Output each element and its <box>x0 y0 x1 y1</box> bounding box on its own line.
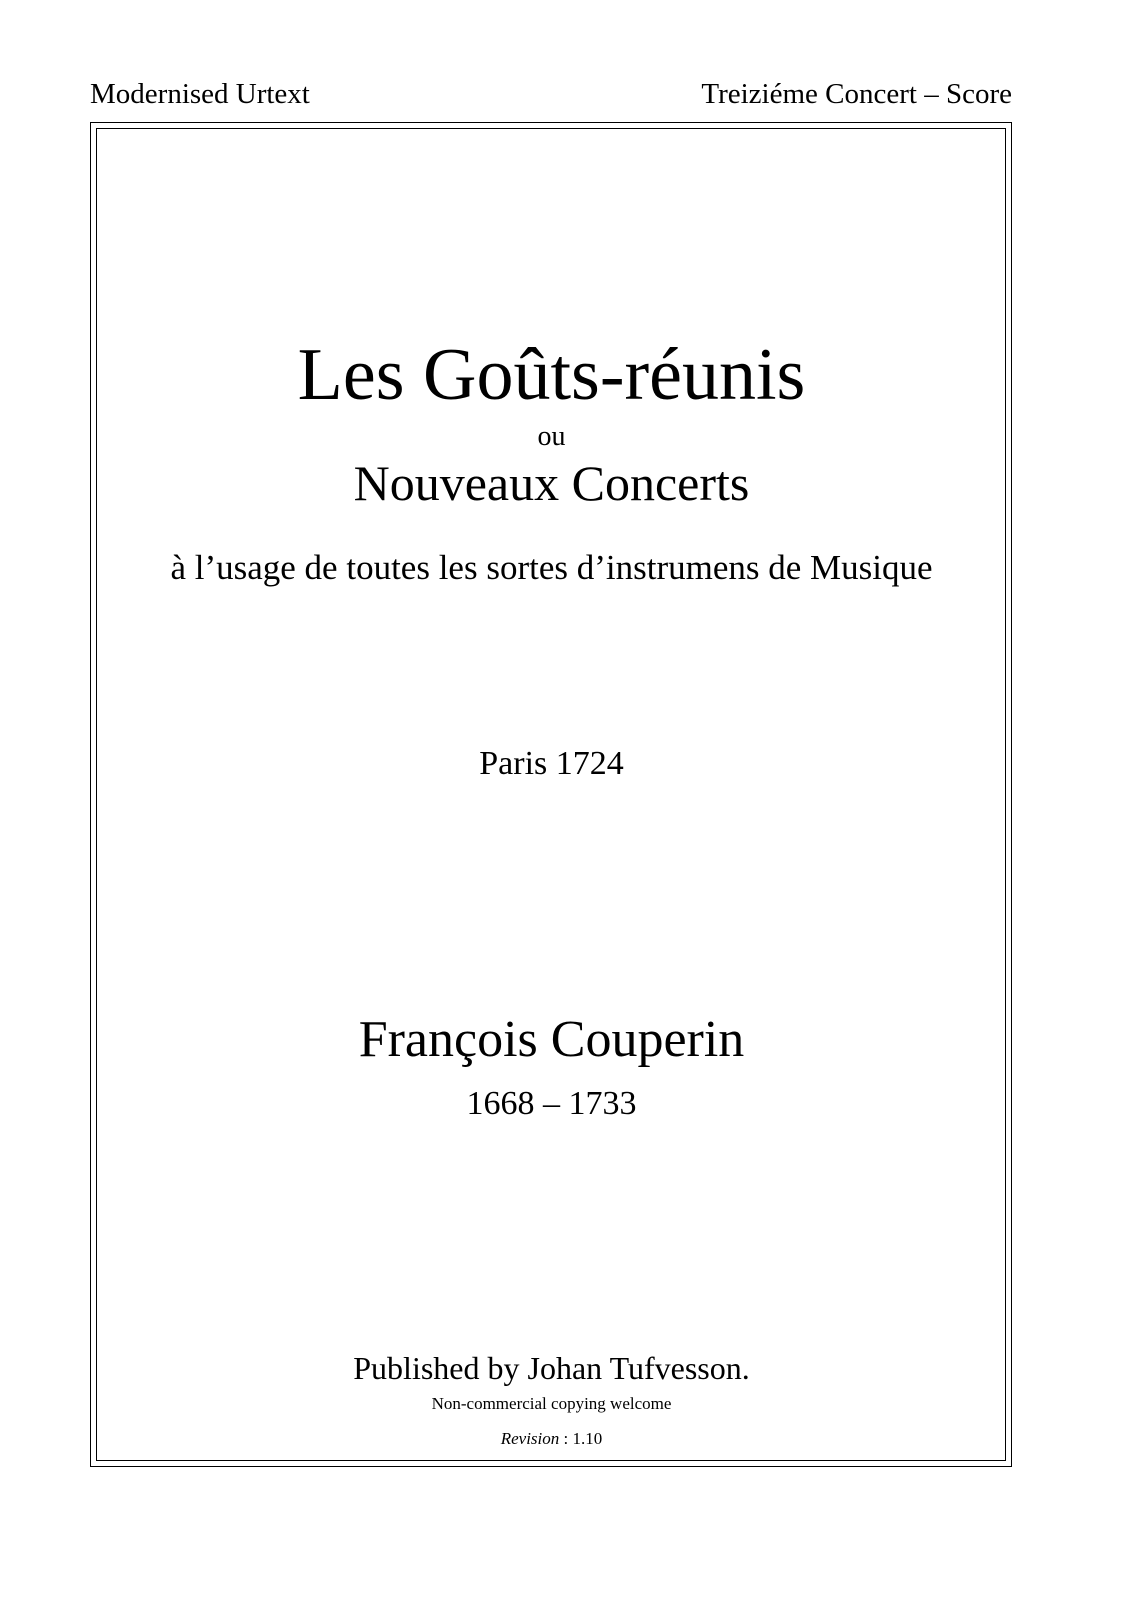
publisher-line: Published by Johan Tufvesson. <box>353 1350 750 1386</box>
revision-separator: : <box>559 1429 573 1448</box>
page-border-inner <box>96 128 1006 1461</box>
revision-line <box>90 1427 1013 1451</box>
composer-lifespan: 1668 – 1733 <box>466 1085 637 1122</box>
running-header-right: Treiziéme Concert – Score <box>701 78 1012 110</box>
work-subtitle: Nouveaux Concerts <box>353 455 750 511</box>
running-header-left: Modernised Urtext <box>90 78 310 110</box>
composer-name: François Couperin <box>358 1011 745 1068</box>
revision-value: 1.10 <box>572 1429 603 1448</box>
license-note: Non-commercial copying welcome <box>431 1394 672 1413</box>
work-title: Les Goûts-réunis <box>297 334 806 416</box>
revision-label: Revision <box>500 1429 560 1448</box>
place-date: Paris 1724 <box>479 745 624 782</box>
work-description: à l’usage de toutes les sortes d’instrumens de Musique <box>170 548 933 587</box>
title-connector: ou <box>537 421 566 452</box>
